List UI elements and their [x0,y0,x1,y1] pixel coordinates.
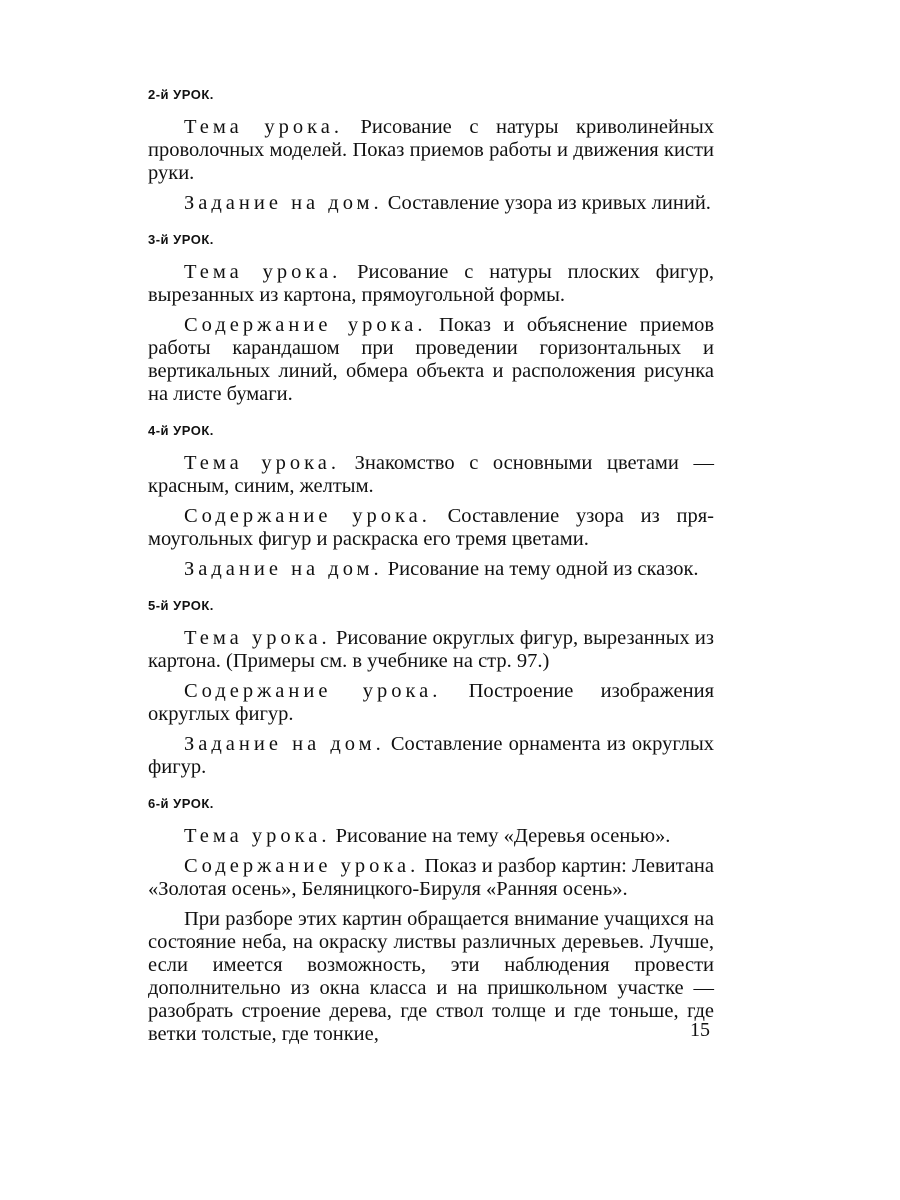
lesson-heading: 6-й УРОК. [148,796,214,811]
lesson-heading: 2-й УРОК. [148,87,214,102]
lesson-4-section [148,420,714,581]
paragraph-text: Рисование на тему одной из сказок. [382,558,699,580]
paragraph-label: Содержание урока. [184,505,431,527]
paragraph-text: Рисование с натуры плоских фигур, вырезанных из картона, прямоугольной формы. [148,261,714,306]
lesson-5-section [148,595,714,779]
lesson-paragraph [148,680,714,726]
lesson-paragraph [148,733,714,779]
lesson-paragraph [148,855,714,901]
paragraph-label: Содержание урока. [184,855,420,877]
paragraph-text: Составление узора из кривых линий. [382,192,711,214]
lesson-paragraph [148,452,714,498]
lesson-paragraph [148,825,714,848]
paragraph-label: Тема урока. [184,627,331,649]
lesson-paragraph [148,558,714,581]
lesson-paragraph [148,116,714,185]
page-number: 15 [690,1019,710,1041]
lesson-paragraph [148,908,714,1046]
paragraph-label: Содержание урока. [184,314,427,336]
paragraph-label: Тема урока. [184,452,341,474]
page-body [148,84,714,1060]
lesson-heading: 4-й УРОК. [148,423,214,438]
paragraph-text: Составление узора из прямоугольных фигур и раскраска его тремя цветами. [148,505,714,550]
lesson-2-section [148,84,714,215]
paragraph-text: Составление орнамента из округлых фигур. [148,733,714,778]
paragraph-text: При разборе этих картин обращается внимание учащихся на состояние неба, на окраску листвы различных деревьев. Лучше, если имеется возможность, эти наблюдения провести дополнительно из окна класса и на пришкольном участке — разобрать строение дерева, где ствол толще и где тоньше, где ветки толстые, где тонкие, [148,908,714,1045]
lesson-6-section [148,793,714,1046]
paragraph-text: Показ и разбор картин: Левитана «Золотая осень», Беляницкого-Бируля «Ранняя осень». [148,855,714,900]
lesson-paragraph [148,314,714,406]
lesson-paragraph [148,505,714,551]
paragraph-label: Задание на дом. [184,733,385,755]
paragraph-text: Построение изображения округлых фигур. [148,680,714,725]
paragraph-label: Тема урока. [184,116,343,138]
lesson-paragraph [148,627,714,673]
paragraph-label: Содержание урока. [184,680,442,702]
lesson-paragraph [148,192,714,215]
paragraph-label: Задание на дом. [184,192,383,214]
lesson-heading: 3-й УРОК. [148,232,214,247]
lesson-paragraph [148,261,714,307]
lesson-3-section [148,229,714,406]
paragraph-text: Знакомство с основными цветами — красным, синим, желтым. [148,452,714,497]
lesson-heading: 5-й УРОК. [148,598,214,613]
paragraph-text: Показ и объяснение приемов работы карандашом при проведении горизонтальных и вертикальных линий, обмера объекта и расположения рисунка на листе бумаги. [148,314,714,405]
paragraph-label: Задание на дом. [184,558,383,580]
paragraph-label: Тема урока. [184,825,331,847]
paragraph-text: Рисование с натуры криволинейных проволочных моделей. Показ приемов работы и движения кисти руки. [148,116,714,184]
paragraph-label: Тема урока. [184,261,342,283]
paragraph-text: Рисование округлых фигур, вырезанных из картона. (Примеры см. в учебнике на стр. 97.) [148,627,714,672]
paragraph-text: Рисование на тему «Деревья осенью». [330,825,671,847]
